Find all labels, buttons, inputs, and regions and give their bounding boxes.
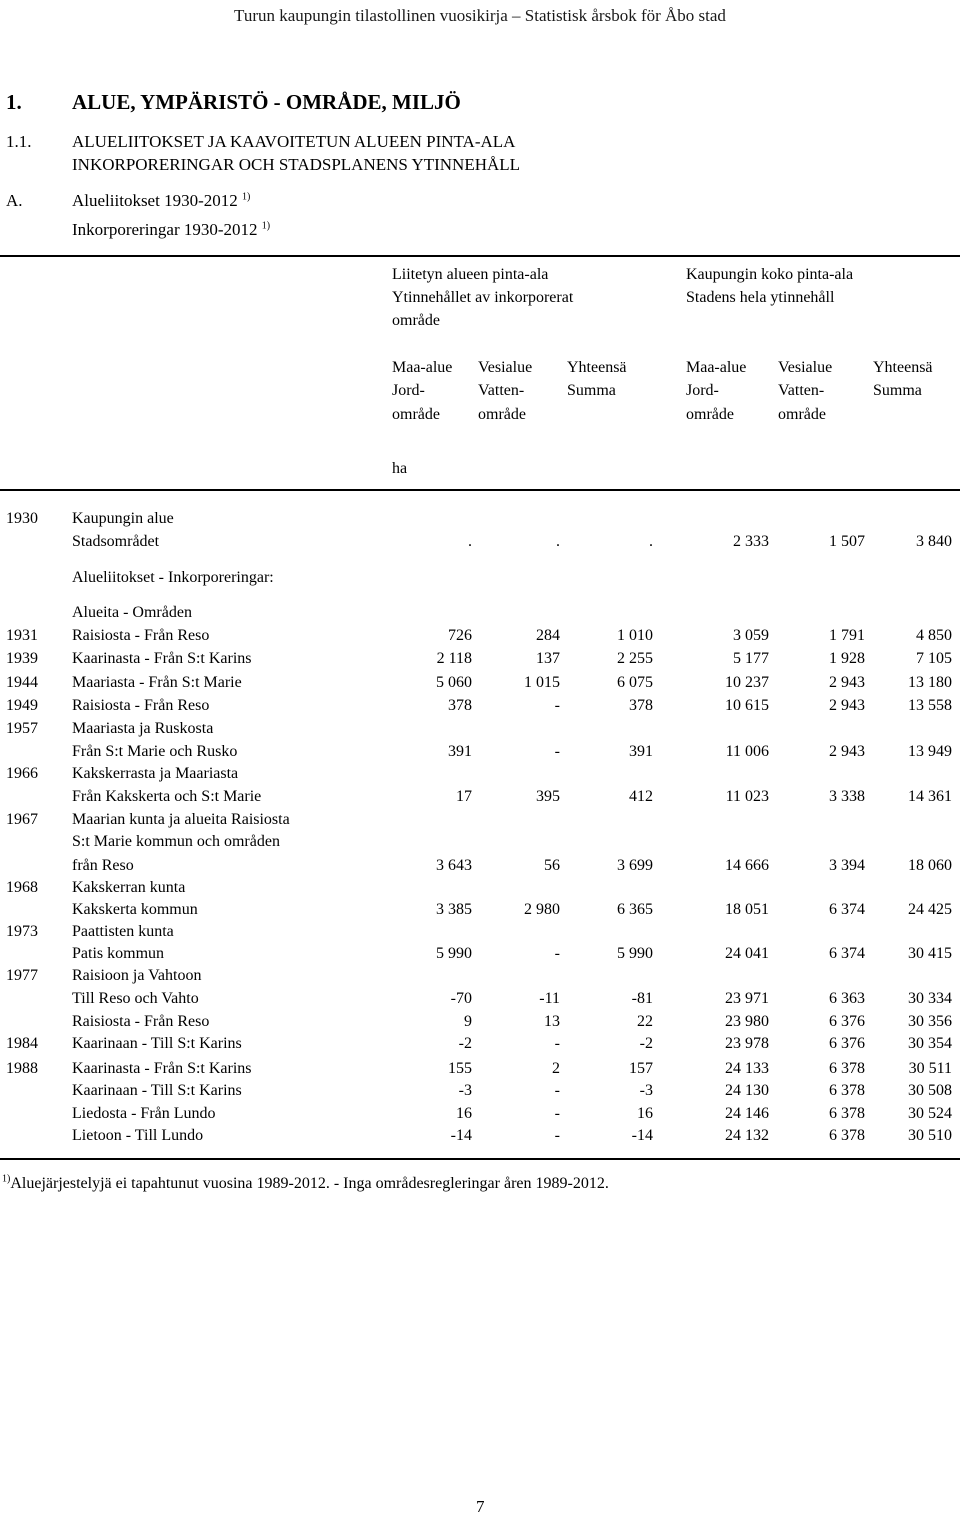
row-value-col-4: 23 971: [725, 990, 769, 1007]
column-header-6-line-1: Yhteensä: [873, 359, 933, 376]
row-year: 1988: [6, 1060, 38, 1077]
row-label: S:t Marie kommun och områden: [72, 833, 280, 850]
subsection-letter: A.: [6, 191, 23, 210]
row-value-col-6: 30 415: [908, 945, 952, 962]
row-value-col-3: -2: [639, 1035, 653, 1052]
subsection-title-sv-wrap: [72, 219, 270, 240]
row-year: 1973: [6, 923, 38, 940]
section-number: 1.1.: [6, 132, 32, 151]
row-value-col-4: 24 041: [725, 945, 769, 962]
row-year: 1966: [6, 765, 38, 782]
row-label: Kaarinaan - Till S:t Karins: [72, 1082, 242, 1099]
row-value-col-2: 137: [536, 650, 560, 667]
row-value-col-3: 378: [629, 697, 653, 714]
row-value-col-5: 1 928: [829, 650, 865, 667]
row-value-col-3: .: [649, 533, 653, 550]
page-number: 7: [476, 1497, 485, 1516]
row-label: Till Reso och Vahto: [72, 990, 199, 1007]
row-value-col-1: 3 385: [436, 901, 472, 918]
row-value-col-3: -14: [631, 1127, 653, 1144]
row-label: Paattisten kunta: [72, 923, 174, 940]
row-value-col-3: 3 699: [617, 857, 653, 874]
column-header-1-line-2: Jord-: [392, 382, 425, 399]
row-label: Raisiosta - Från Reso: [72, 627, 210, 644]
row-value-col-1: 17: [456, 788, 472, 805]
row-value-col-6: 30 508: [908, 1082, 952, 1099]
row-value-col-5: 6 374: [829, 901, 865, 918]
row-value-col-5: 1 791: [829, 627, 865, 644]
row-value-col-4: 11 006: [725, 743, 769, 760]
row-value-col-5: 6 376: [829, 1013, 865, 1030]
header-bottom-rule: [0, 489, 960, 491]
row-year: 1957: [6, 720, 38, 737]
column-header-2-line-1: Vesialue: [478, 359, 533, 376]
row-year: 1949: [6, 697, 38, 714]
footnote-mark: 1): [2, 1173, 11, 1185]
row-label: Från Kakskerta och S:t Marie: [72, 788, 262, 805]
row-year: 1939: [6, 650, 38, 667]
row-value-col-2: 1 015: [524, 674, 560, 691]
row-label: Kakskerrasta ja Maariasta: [72, 765, 239, 782]
row-label: Kakskerran kunta: [72, 879, 186, 896]
column-header-5-line-1: Vesialue: [778, 359, 833, 376]
row-value-col-5: 6 363: [829, 990, 865, 1007]
row-value-col-3: 412: [629, 788, 653, 805]
column-header-4-line-1: Maa-alue: [686, 359, 747, 376]
row-year: 1984: [6, 1035, 38, 1052]
row-year: 1977: [6, 967, 38, 984]
row-value-col-6: 30 524: [908, 1105, 952, 1122]
row-value-col-2: -: [554, 697, 560, 714]
row-label: Raisiosta - Från Reso: [72, 1013, 210, 1030]
row-value-col-6: 14 361: [908, 788, 952, 805]
row-label: Kaupungin alue: [72, 510, 174, 527]
row-value-col-4: 14 666: [725, 857, 769, 874]
row-value-col-2: -: [554, 1035, 560, 1052]
row-value-col-2: -11: [539, 990, 560, 1007]
row-value-col-6: 4 850: [916, 627, 952, 644]
chapter-title: ALUE, YMPÄRISTÖ - OMRÅDE, MILJÖ: [72, 90, 461, 114]
footnote-text: Aluejärjestelyjä ei tapahtunut vuosina 1989-2012. - Inga områdesregleringar åren 1989-2012.: [10, 1175, 609, 1192]
row-label: Kakskerta kommun: [72, 901, 198, 918]
row-year: 1944: [6, 674, 38, 691]
row-value-col-1: 378: [448, 697, 472, 714]
column-header-5-line-2: Vatten-: [778, 382, 825, 399]
row-value-col-4: 24 132: [725, 1127, 769, 1144]
row-value-col-1: -2: [458, 1035, 472, 1052]
column-header-3-line-1: Yhteensä: [567, 359, 627, 376]
row-value-col-6: 18 060: [908, 857, 952, 874]
row-label: Alueita - Områden: [72, 604, 192, 621]
row-label: Maarian kunta ja alueita Raisiosta: [72, 811, 290, 828]
row-value-col-5: 2 943: [829, 743, 865, 760]
row-label: från Reso: [72, 857, 134, 874]
group-header-annexed-2: Ytinnehållet av inkorporerat: [392, 289, 574, 306]
row-value-col-5: 6 378: [829, 1127, 865, 1144]
row-year: 1931: [6, 627, 38, 644]
row-value-col-4: 10 237: [725, 674, 769, 691]
row-value-col-3: 5 990: [617, 945, 653, 962]
row-value-col-6: 13 180: [908, 674, 952, 691]
row-value-col-6: 3 840: [916, 533, 952, 550]
row-value-col-1: -14: [450, 1127, 472, 1144]
row-value-col-4: 23 980: [725, 1013, 769, 1030]
group-header-total-2: Stadens hela ytinnehåll: [686, 289, 835, 306]
row-value-col-2: -: [554, 1082, 560, 1099]
row-value-col-2: 2 980: [524, 901, 560, 918]
row-label: Raisioon ja Vahtoon: [72, 967, 202, 984]
row-label: Maariasta ja Ruskosta: [72, 720, 214, 737]
row-value-col-1: .: [468, 533, 472, 550]
row-value-col-2: 395: [536, 788, 560, 805]
row-value-col-3: -3: [639, 1082, 653, 1099]
row-value-col-6: 30 510: [908, 1127, 952, 1144]
row-value-col-4: 2 333: [733, 533, 769, 550]
row-value-col-1: 9: [464, 1013, 472, 1030]
row-value-col-4: 10 615: [725, 697, 769, 714]
row-value-col-4: 24 146: [725, 1105, 769, 1122]
running-header: Turun kaupungin tilastollinen vuosikirja – Statistisk årsbok för Åbo stad: [234, 6, 726, 25]
row-value-col-1: 3 643: [436, 857, 472, 874]
table-top-rule: [0, 255, 960, 257]
row-value-col-3: 22: [637, 1013, 653, 1030]
row-label: Patis kommun: [72, 945, 165, 962]
row-value-col-4: 23 978: [725, 1035, 769, 1052]
row-value-col-1: 391: [448, 743, 472, 760]
row-value-col-4: 18 051: [725, 901, 769, 918]
row-value-col-2: 2: [552, 1060, 560, 1077]
column-header-5-line-3: område: [778, 406, 826, 423]
row-value-col-2: .: [556, 533, 560, 550]
subsection-note-ref-fi: 1): [241, 191, 251, 203]
row-value-col-1: -3: [458, 1082, 472, 1099]
row-value-col-2: -: [554, 1127, 560, 1144]
row-value-col-2: -: [554, 743, 560, 760]
row-value-col-4: 3 059: [733, 627, 769, 644]
subsection-title-sv: Inkorporeringar 1930-2012: [72, 220, 258, 239]
row-value-col-6: 30 334: [908, 990, 952, 1007]
row-value-col-3: 6 075: [617, 674, 653, 691]
subsection-note-ref-sv: 1): [261, 220, 271, 232]
row-value-col-1: 726: [448, 627, 472, 644]
column-header-1-line-1: Maa-alue: [392, 359, 453, 376]
row-value-col-3: -81: [631, 990, 653, 1007]
chapter-number: 1.: [6, 90, 22, 114]
row-value-col-5: 6 378: [829, 1060, 865, 1077]
row-value-col-5: 1 507: [829, 533, 865, 550]
group-header-annexed-3: område: [392, 312, 440, 329]
row-value-col-1: 16: [456, 1105, 472, 1122]
row-label: Kaarinasta - Från S:t Karins: [72, 1060, 252, 1077]
row-value-col-3: 16: [637, 1105, 653, 1122]
column-header-4-line-2: Jord-: [686, 382, 719, 399]
row-value-col-4: 11 023: [725, 788, 769, 805]
row-label: Maariasta - Från S:t Marie: [72, 674, 242, 691]
row-value-col-5: 6 374: [829, 945, 865, 962]
row-value-col-3: 1 010: [617, 627, 653, 644]
row-year: 1930: [6, 510, 38, 527]
group-header-total-1: Kaupungin koko pinta-ala: [686, 266, 854, 283]
row-value-col-3: 157: [629, 1060, 653, 1077]
row-year: 1968: [6, 879, 38, 896]
row-value-col-1: 5 990: [436, 945, 472, 962]
row-value-col-2: 56: [544, 857, 560, 874]
row-value-col-1: -70: [450, 990, 472, 1007]
row-label: Från S:t Marie och Rusko: [72, 743, 238, 760]
row-label: Raisiosta - Från Reso: [72, 697, 210, 714]
row-value-col-5: 3 394: [829, 857, 865, 874]
row-value-col-5: 3 338: [829, 788, 865, 805]
row-value-col-3: 391: [629, 743, 653, 760]
row-value-col-6: 30 511: [908, 1060, 952, 1077]
row-label: Stadsområdet: [72, 533, 160, 550]
row-value-col-4: 5 177: [733, 650, 769, 667]
row-value-col-2: -: [554, 1105, 560, 1122]
row-value-col-1: 5 060: [436, 674, 472, 691]
row-value-col-4: 24 133: [725, 1060, 769, 1077]
column-header-4-line-3: område: [686, 406, 734, 423]
section-title-fi: ALUELIITOKSET JA KAAVOITETUN ALUEEN PINTA-ALA: [72, 132, 516, 151]
row-label: Alueliitokset - Inkorporeringar:: [72, 569, 274, 586]
column-header-1-line-3: område: [392, 406, 440, 423]
unit-label: ha: [392, 460, 408, 477]
group-header-annexed-1: Liitetyn alueen pinta-ala: [392, 266, 549, 283]
row-value-col-5: 6 378: [829, 1082, 865, 1099]
row-value-col-2: 284: [536, 627, 560, 644]
row-value-col-1: 155: [448, 1060, 472, 1077]
column-header-3-line-2: Summa: [567, 382, 616, 399]
row-value-col-5: 6 376: [829, 1035, 865, 1052]
row-label: Kaarinasta - Från S:t Karins: [72, 650, 252, 667]
row-value-col-4: 24 130: [725, 1082, 769, 1099]
subsection-title-fi-wrap: [72, 190, 250, 211]
row-year: 1967: [6, 811, 38, 828]
column-header-2-line-2: Vatten-: [478, 382, 525, 399]
column-header-6-line-2: Summa: [873, 382, 922, 399]
footnote: [2, 1174, 609, 1194]
row-value-col-6: 13 949: [908, 743, 952, 760]
row-value-col-6: 13 558: [908, 697, 952, 714]
row-label: Kaarinaan - Till S:t Karins: [72, 1035, 242, 1052]
row-label: Lietoon - Till Lundo: [72, 1127, 204, 1144]
table-bottom-rule: [0, 1158, 960, 1160]
row-value-col-2: -: [554, 945, 560, 962]
row-label: Liedosta - Från Lundo: [72, 1105, 216, 1122]
row-value-col-5: 2 943: [829, 697, 865, 714]
subsection-title-fi: Alueliitokset 1930-2012: [72, 191, 238, 210]
section-title-sv: INKORPORERINGAR OCH STADSPLANENS YTINNEHÅLL: [72, 155, 521, 174]
column-header-2-line-3: område: [478, 406, 526, 423]
row-value-col-6: 7 105: [916, 650, 952, 667]
row-value-col-6: 30 354: [908, 1035, 952, 1052]
row-value-col-5: 2 943: [829, 674, 865, 691]
row-value-col-1: 2 118: [436, 650, 472, 667]
row-value-col-3: 2 255: [617, 650, 653, 667]
row-value-col-5: 6 378: [829, 1105, 865, 1122]
row-value-col-2: 13: [544, 1013, 560, 1030]
row-value-col-6: 30 356: [908, 1013, 952, 1030]
row-value-col-6: 24 425: [908, 901, 952, 918]
row-value-col-3: 6 365: [617, 901, 653, 918]
